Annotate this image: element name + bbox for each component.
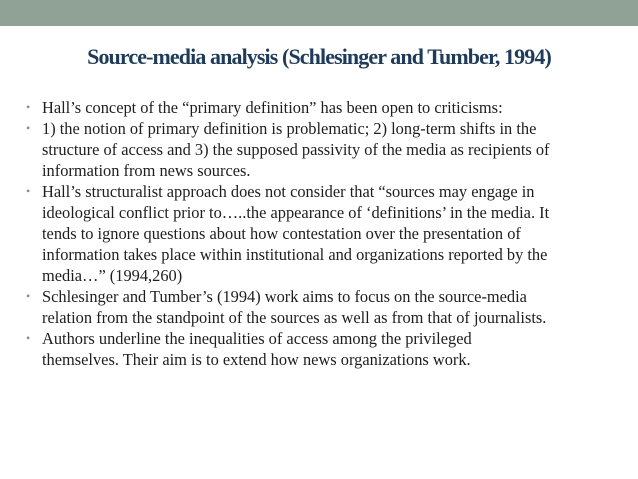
bullet-line: Hall’s structuralist approach does not consider that “sources may engage in — [42, 182, 535, 201]
bullet-item — [26, 328, 622, 370]
bullet-line: Hall’s concept of the “primary definition” has been open to criticisms: — [42, 98, 503, 117]
top-accent-bar — [0, 0, 638, 26]
bullet-line: Schlesinger and Tumber’s (1994) work aims to focus on the source-media — [42, 287, 527, 306]
bullet-item — [26, 286, 622, 328]
bullet-icon: • — [26, 331, 31, 345]
bullet-item — [26, 118, 622, 181]
bullet-line: media…” (1994,260) — [42, 266, 183, 285]
bullet-line: structure of access and 3) the supposed passivity of the media as recipients of — [42, 140, 550, 159]
bullet-line: themselves. Their aim is to extend how news organizations work. — [42, 350, 471, 369]
slide-title: Source-media analysis (Schlesinger and Tumber, 1994) — [87, 44, 551, 69]
bullet-line: information takes place within institutional and organizations reported by the — [42, 245, 548, 264]
bullet-line: tends to ignore questions about how contestation over the presentation of — [42, 224, 521, 243]
bullet-line: information from news sources. — [42, 161, 251, 180]
bullet-line: Authors underline the inequalities of access among the privileged — [42, 329, 472, 348]
bullet-icon: • — [26, 184, 31, 198]
bullet-icon: • — [26, 289, 31, 303]
bullet-line: ideological conflict prior to…..the appearance of ‘definitions’ in the media. It — [42, 203, 550, 222]
bullet-line: 1) the notion of primary definition is problematic; 2) long-term shifts in the — [42, 119, 537, 138]
bullet-item — [26, 181, 622, 286]
bullet-list — [26, 97, 622, 370]
bullet-line: relation from the standpoint of the sources as well as from that of journalists. — [42, 308, 547, 327]
bullet-item — [26, 97, 622, 118]
bullet-icon: • — [26, 121, 31, 135]
bullet-icon: • — [26, 100, 31, 114]
